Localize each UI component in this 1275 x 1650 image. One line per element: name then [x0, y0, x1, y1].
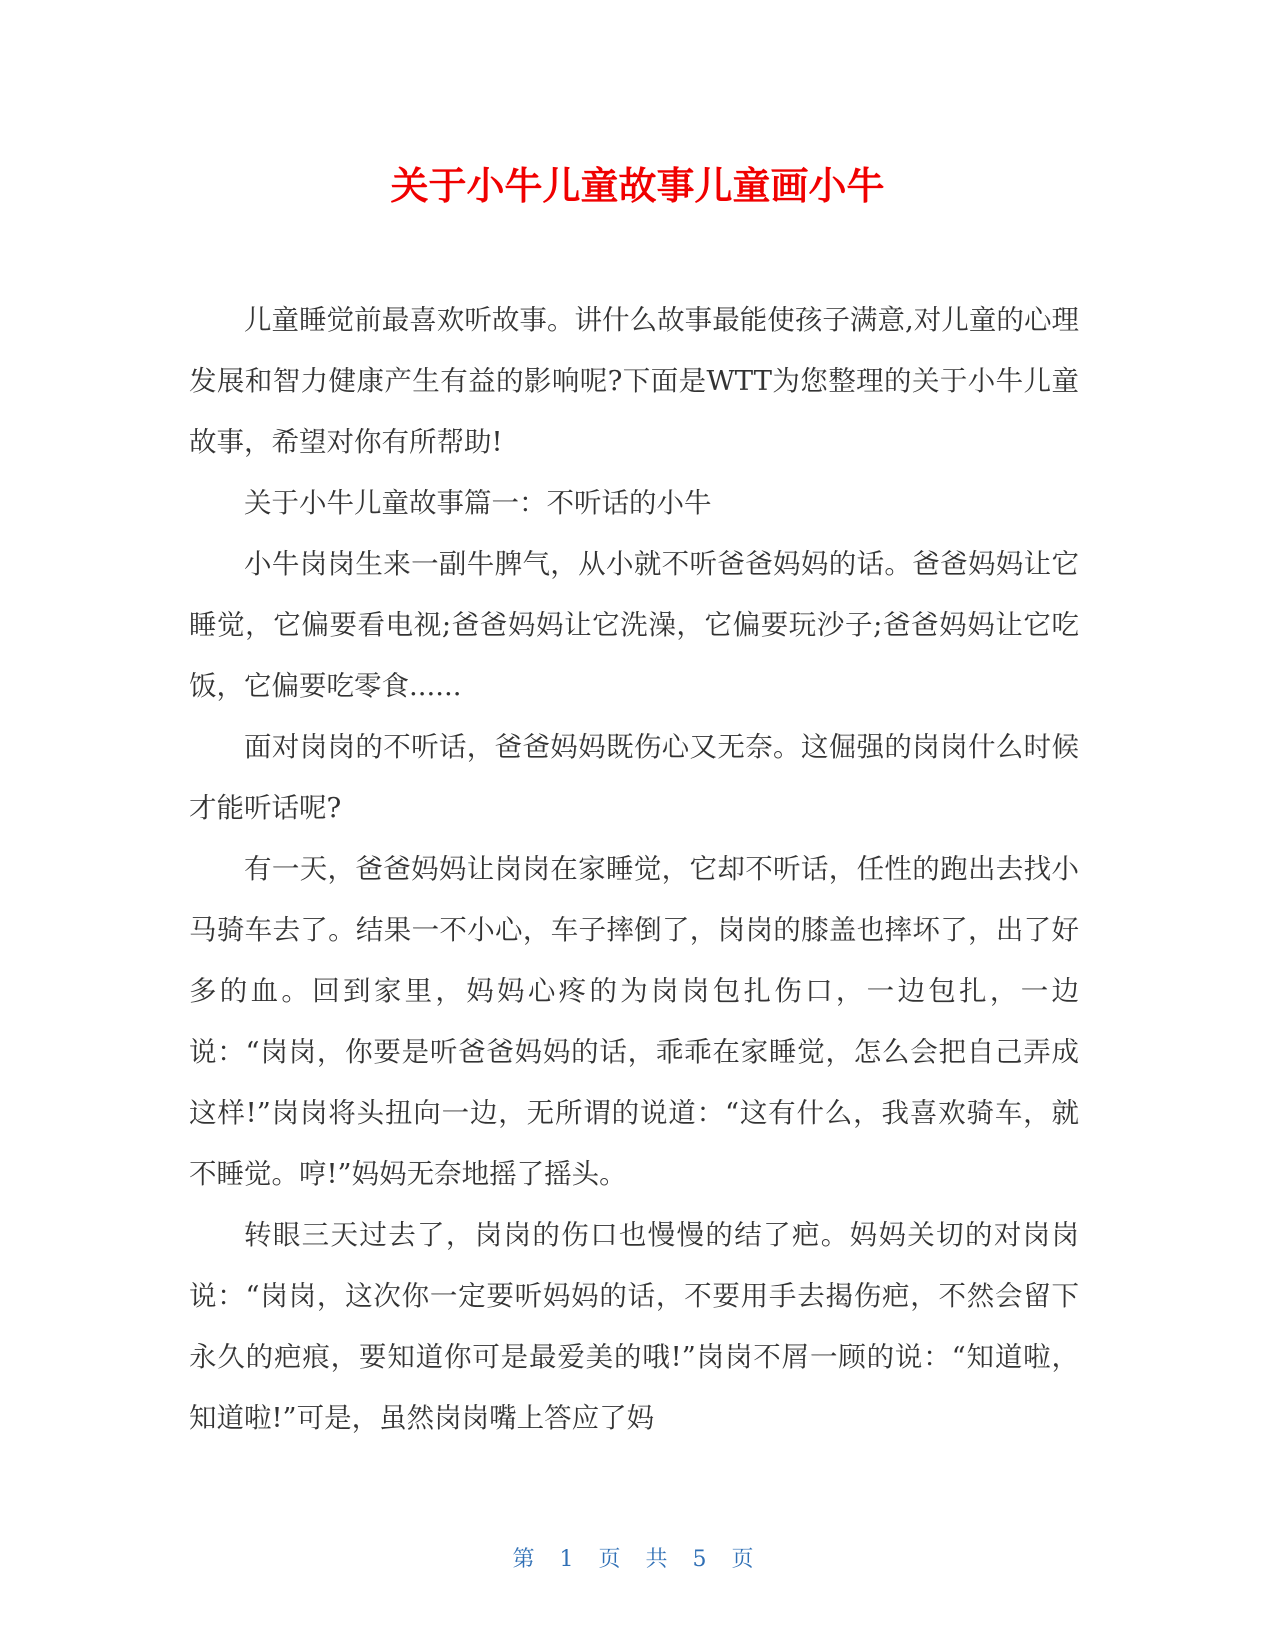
paragraph-section-heading: 关于小牛儿童故事篇一：不听话的小牛: [244, 487, 712, 519]
paragraph-story-1: 小牛岗岗生来一副牛脾气，从小就不听爸爸妈妈的话。爸爸妈妈让它睡觉，它偏要看电视;爸爸妈妈让它洗澡，它偏要玩沙子;爸爸妈妈让它吃饭，它偏要吃零食......: [189, 548, 1079, 702]
paragraph-intro: 儿童睡觉前最喜欢听故事。讲什么故事最能使孩子满意,对儿童的心理发展和智力健康产生有益的影响呢?下面是WTT为您整理的关于小牛儿童故事，希望对你有所帮助!: [189, 304, 1079, 458]
paragraph-story-3: 有一天，爸爸妈妈让岗岗在家睡觉，它却不听话，任性的跑出去找小马骑车去了。结果一不小心，车子摔倒了，岗岗的膝盖也摔坏了，出了好多的血。回到家里，妈妈心疼的为岗岗包扎伤口，一边包扎，一边说：“岗岗，你要是听爸爸妈妈的话，乖乖在家睡觉，怎么会把自己弄成这样!”岗岗将头扭向一边，无所谓的说道：“这有什么，我喜欢骑车，就不睡觉。哼!”妈妈无奈地摇了摇头。: [189, 853, 1079, 1190]
document-title: 关于小牛儿童故事儿童画小牛: [390, 164, 885, 208]
paragraph-story-4: 转眼三天过去了，岗岗的伤口也慢慢的结了疤。妈妈关切的对岗岗说：“岗岗，这次你一定要听妈妈的话，不要用手去揭伤疤，不然会留下永久的疤痕，要知道你可是最爱美的哦!”岗岗不屑一顾的说：“知道啦，知道啦!”可是，虽然岗岗嘴上答应了妈: [189, 1219, 1079, 1434]
paragraph-story-2: 面对岗岗的不听话，爸爸妈妈既伤心又无奈。这倔强的岗岗什么时候才能听话呢?: [189, 731, 1079, 824]
page-number-footer: 第 1 页 共 5 页: [512, 1547, 763, 1572]
document-body: [189, 290, 1079, 1449]
